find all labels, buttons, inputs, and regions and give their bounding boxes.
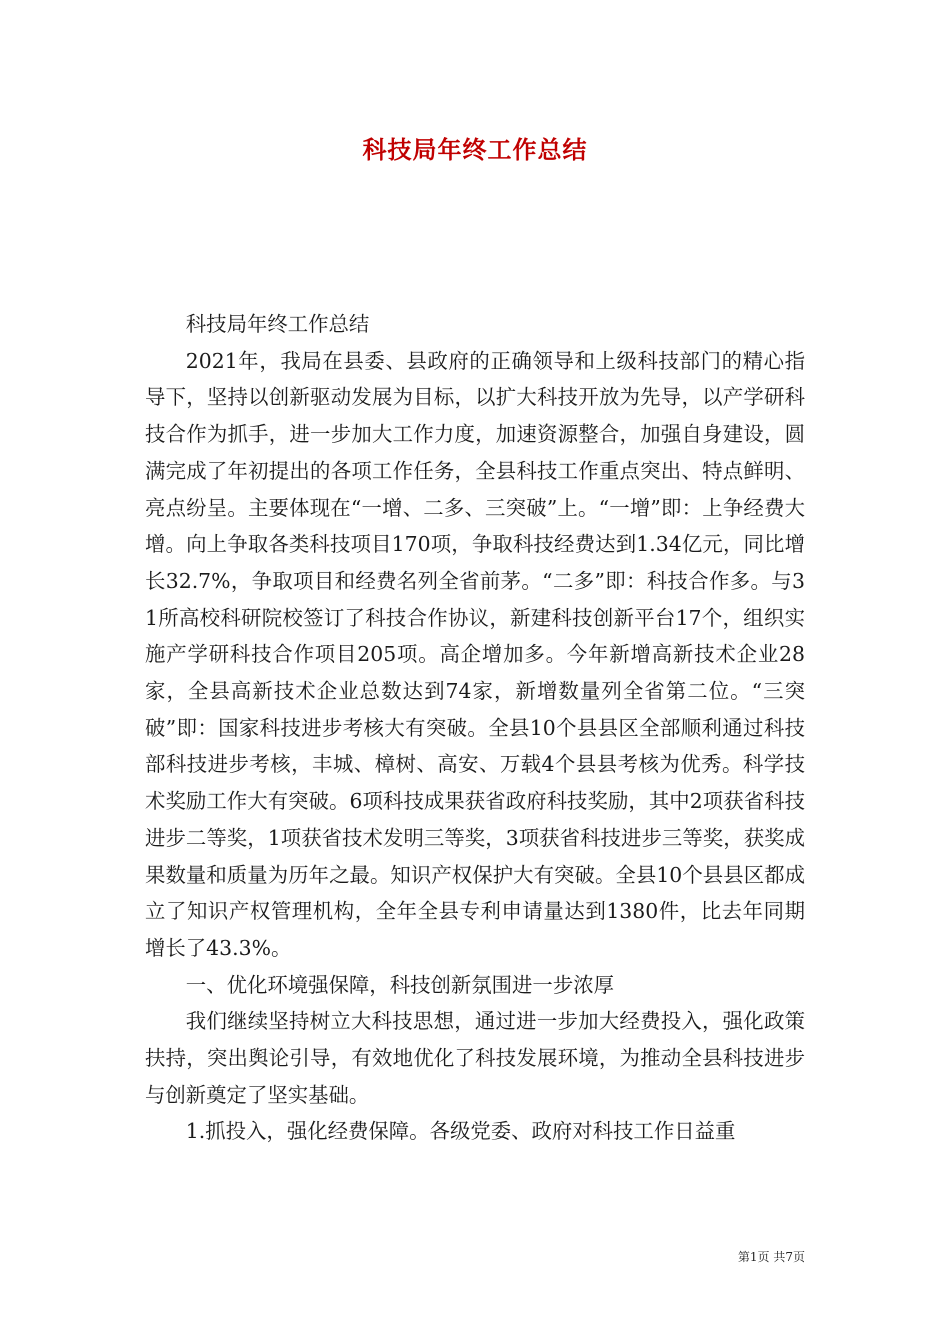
document-title: 科技局年终工作总结 [362, 135, 588, 164]
document-body [145, 306, 805, 1150]
paragraph-heading: 科技局年终工作总结 [185, 312, 370, 336]
paragraph-summary: 2021年，我局在县委、县政府的正确领导和上级科技部门的精心指导下，坚持以创新驱动发展为目标，以扩大科技开放为先导，以产学研科技合作为抓手，进一步加大工作力度，加速资源整合，加强自身建设，圆满完成了年初提出的各项工作任务，全县科技工作重点突出、特点鲜明、亮点纷呈。主要体现在“一增、二多、三突破”上。“一增”即：上争经费大增。向上争取各类科技项目170项，争取科技经费达到1.34亿元，同比增长32.7%，争取项目和经费名列全省前茅。“二多”即：科技合作多。与31所高校科研院校签订了科技合作协议，新建科技创新平台17个，组织实施产学研科技合作项目205项。高企增加多。今年新增高新技术企业28家，全县高新技术企业总数达到74家，新增数量列全省第二位。“三突破”即：国家科技进步考核大有突破。全县10个县县区全部顺利通过科技部科技进步考核，丰城、樟树、高安、万载4个县县考核为优秀。科学技术奖励工作大有突破。6项科技成果获省政府科技奖励，其中2项获省科技进步二等奖，1项获省技术发明三等奖，3项获省科技进步三等奖，获奖成果数量和质量为历年之最。知识产权保护大有突破。全县10个县县区都成立了知识产权管理机构，全年全县专利申请量达到1380件，比去年同期增长了43.3%。 [145, 348, 805, 960]
paragraph-section-intro: 我们继续坚持树立大科技思想，通过进一步加大经费投入，强化政策扶持，突出舆论引导，有效地优化了科技发展环境，为推动全县科技进步与创新奠定了坚实基础。 [145, 1009, 805, 1107]
paragraph-item-1: 1.抓投入，强化经费保障。各级党委、政府对科技工作日益重 [185, 1119, 736, 1144]
section-heading: 一、优化环境强保障，科技创新氛围进一步浓厚 [185, 972, 614, 997]
page-number: 第1页 共7页 [737, 1250, 805, 1264]
